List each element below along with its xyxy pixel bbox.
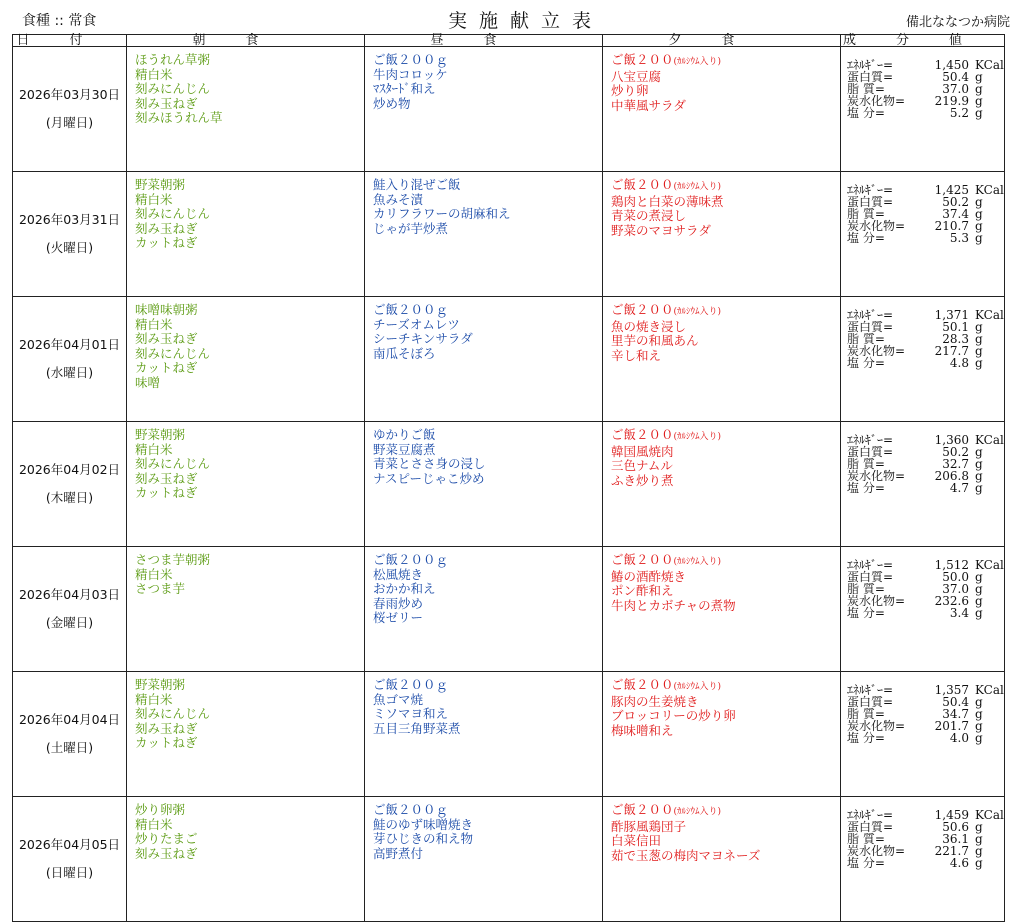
dinner-cell — [603, 422, 841, 547]
header-row — [13, 35, 1005, 47]
weekday-text: (金曜日) — [45, 615, 94, 630]
nutrient-label: 塩 分= — [847, 106, 885, 120]
nutrient-unit: g — [975, 820, 983, 834]
nutrient-value: 50.4 — [942, 695, 969, 709]
calcium-note: (ｶﾙｼｳﾑ入り) — [673, 432, 722, 442]
date-cell — [13, 297, 127, 422]
lunch-item: 南瓜そぼろ — [373, 345, 436, 361]
nutrient-label: 塩 分= — [847, 731, 885, 745]
lunch-item: チーズオムレツ — [373, 316, 460, 332]
lunch-cell — [365, 172, 603, 297]
dinner-cell — [603, 672, 841, 797]
date-text: 2026年04月05日 — [18, 836, 121, 852]
lunch-item: じゃが芋炒煮 — [373, 220, 449, 236]
breakfast-item: 刻みにんじん — [135, 81, 211, 96]
lunch-item: 芽ひじきの和え物 — [373, 831, 474, 846]
breakfast-item: 味噌 — [135, 374, 161, 390]
nutrient-value: 37.0 — [942, 582, 969, 596]
lunch-item: ミソマヨ和え — [373, 706, 449, 721]
date-cell — [13, 672, 127, 797]
nutrient-label: 塩 分= — [847, 606, 885, 620]
nutrient-value: 32.7 — [942, 457, 969, 471]
nutrient-value: 34.7 — [942, 707, 969, 721]
nutrient-label: 脂 質= — [847, 332, 885, 346]
nutrition-row — [847, 732, 1004, 744]
calcium-note: (ｶﾙｼｳﾑ入り) — [673, 57, 722, 67]
document-title: 実施献立表 — [448, 10, 604, 32]
nutrient-value: 37.4 — [942, 207, 969, 221]
lunch-item: カリフラワーの胡麻和え — [373, 206, 511, 221]
hospital-name: 備北ななつか病院 — [905, 15, 1010, 30]
nutrient-unit: g — [975, 219, 983, 233]
nutrient-value: 217.7 — [934, 344, 969, 358]
nutrient-value: 50.0 — [942, 570, 969, 584]
lunch-item: ご飯２００ｇ — [373, 802, 449, 817]
nutrient-unit: KCal — [975, 808, 1004, 822]
breakfast-item: 野菜朝粥 — [135, 427, 186, 442]
day-row — [13, 547, 1005, 672]
lunch-item: ご飯２００ｇ — [373, 52, 449, 67]
column-header-breakfast: 朝食 — [127, 35, 365, 47]
dinner-item: 辛し和え — [611, 347, 662, 363]
nutrient-unit: KCal — [975, 558, 1004, 572]
dinner-item: ポン酢和え — [611, 583, 674, 598]
breakfast-item: 精白米 — [135, 66, 173, 82]
lunch-cell — [365, 297, 603, 422]
nutrient-unit: g — [975, 594, 983, 608]
nutrient-value: 1,357 — [934, 683, 969, 697]
dinner-cell — [603, 297, 841, 422]
weekday-text: (月曜日) — [45, 115, 94, 130]
nutrient-label: ｴﾈﾙｷﾞｰ= — [847, 58, 894, 72]
column-header-dinner: 夕食 — [603, 35, 841, 47]
nutrient-unit: g — [975, 207, 983, 221]
nutrient-unit: g — [975, 469, 983, 483]
weekday-text: (水曜日) — [45, 365, 94, 380]
lunch-item: 松風焼き — [373, 566, 424, 582]
dinner-rice-label: ご飯２００ — [611, 427, 674, 442]
nutrient-unit: g — [975, 844, 983, 858]
breakfast-item: 精白米 — [135, 691, 173, 707]
breakfast-item: ほうれん草粥 — [135, 52, 211, 67]
lunch-item: 魚ゴマ焼 — [373, 691, 424, 707]
breakfast-item: 精白米 — [135, 441, 173, 457]
nutrient-value: 50.2 — [942, 445, 969, 459]
lunch-cell — [365, 47, 603, 172]
nutrient-unit: g — [975, 344, 983, 358]
breakfast-item: カットねぎ — [135, 485, 198, 500]
nutrient-label: 塩 分= — [847, 481, 885, 495]
nutrient-unit: g — [975, 731, 983, 745]
column-header-nutrition: 成分値 — [841, 35, 1005, 47]
weekday-text: (土曜日) — [45, 740, 94, 755]
lunch-item: ご飯２００ｇ — [373, 302, 449, 317]
weekday-text: (木曜日) — [45, 490, 94, 505]
lunch-item: シーチキンサラダ — [373, 331, 473, 346]
nutrient-label: ｴﾈﾙｷﾞｰ= — [847, 183, 894, 197]
nutrient-value: 28.3 — [942, 332, 969, 346]
breakfast-item: カットねぎ — [135, 235, 198, 250]
meal-type-label: 食種 :: 常食 — [22, 13, 97, 29]
nutrient-label: ｴﾈﾙｷﾞｰ= — [847, 683, 894, 697]
nutrition-cell — [841, 797, 1005, 922]
nutrient-unit: g — [975, 106, 983, 120]
nutrient-label: 塩 分= — [847, 856, 885, 870]
nutrient-value: 210.7 — [934, 219, 969, 233]
nutrient-label: 炭水化物= — [847, 719, 906, 733]
dinner-rice-label: ご飯２００ — [611, 552, 674, 567]
breakfast-cell — [127, 172, 365, 297]
nutrition-cell — [841, 297, 1005, 422]
lunch-cell — [365, 547, 603, 672]
nutrient-value: 3.4 — [949, 606, 969, 620]
date-cell — [13, 172, 127, 297]
dinner-item: 炒り卵 — [611, 83, 649, 98]
lunch-cell — [365, 422, 603, 547]
calcium-note: (ｶﾙｼｳﾑ入り) — [673, 682, 722, 692]
nutrient-label: 炭水化物= — [847, 594, 906, 608]
nutrient-label: 炭水化物= — [847, 469, 906, 483]
nutrition-row — [847, 482, 1004, 494]
dinner-rice-label: ご飯２００ — [611, 802, 674, 817]
breakfast-item: 炒り卵粥 — [135, 802, 186, 817]
nutrient-value: 201.7 — [934, 719, 969, 733]
lunch-item: 桜ゼリー — [373, 610, 424, 625]
nutrient-unit: g — [975, 195, 983, 209]
nutrient-label: 炭水化物= — [847, 844, 906, 858]
dinner-item: 中華風サラダ — [611, 97, 686, 113]
nutrient-unit: g — [975, 582, 983, 596]
day-row — [13, 797, 1005, 922]
calcium-note: (ｶﾙｼｳﾑ入り) — [673, 807, 722, 817]
dinner-rice-item — [611, 678, 840, 695]
nutrition-cell — [841, 547, 1005, 672]
nutrient-value: 219.9 — [934, 94, 969, 108]
lunch-cell — [365, 797, 603, 922]
breakfast-item: 炒りたまご — [135, 831, 198, 846]
nutrient-unit: g — [975, 94, 983, 108]
lunch-item: 牛肉コロッケ — [373, 66, 448, 82]
nutrient-value: 232.6 — [934, 594, 969, 608]
dinner-rice-label: ご飯２００ — [611, 677, 674, 692]
dinner-item: 酢豚風鶏団子 — [611, 818, 687, 834]
breakfast-item: 刻み玉ねぎ — [135, 845, 198, 861]
day-row — [13, 47, 1005, 172]
nutrient-unit: KCal — [975, 183, 1004, 197]
lunch-item: 鮭入り混ぜご飯 — [373, 177, 461, 192]
nutrient-label: 塩 分= — [847, 356, 885, 370]
weekday-text: (日曜日) — [45, 865, 94, 880]
nutrient-unit: g — [975, 707, 983, 721]
breakfast-item: 精白米 — [135, 566, 173, 582]
calcium-note: (ｶﾙｼｳﾑ入り) — [673, 557, 722, 567]
date-text: 2026年03月31日 — [18, 211, 121, 227]
nutrient-unit: g — [975, 356, 983, 370]
dinner-item: 茹で玉葱の梅肉マヨネーズ — [611, 847, 761, 863]
lunch-item: 春雨炒め — [373, 595, 424, 611]
nutrient-value: 221.7 — [934, 844, 969, 858]
nutrient-label: 炭水化物= — [847, 344, 906, 358]
dinner-item: 魚の焼き浸し — [611, 318, 687, 334]
nutrient-value: 5.3 — [949, 231, 969, 245]
breakfast-item: 刻みにんじん — [135, 345, 211, 361]
dinner-item: 野菜のマヨサラダ — [611, 222, 711, 238]
nutrient-unit: g — [975, 695, 983, 709]
breakfast-item: 刻みほうれん草 — [135, 110, 223, 125]
weekday-text: (火曜日) — [45, 240, 94, 255]
nutrient-label: 塩 分= — [847, 231, 885, 245]
nutrient-value: 36.1 — [942, 832, 969, 846]
nutrition-row — [847, 107, 1004, 119]
nutrient-label: ｴﾈﾙｷﾞｰ= — [847, 433, 894, 447]
nutrient-unit: g — [975, 320, 983, 334]
breakfast-item: 刻みにんじん — [135, 206, 211, 221]
breakfast-item: 刻み玉ねぎ — [135, 331, 198, 346]
dinner-cell — [603, 547, 841, 672]
lunch-item: 炒め物 — [373, 95, 411, 111]
dinner-rice-label: ご飯２００ — [611, 302, 674, 317]
nutrient-unit: KCal — [975, 433, 1004, 447]
nutrient-unit: g — [975, 856, 983, 870]
nutrient-unit: g — [975, 82, 983, 96]
date-text: 2026年03月30日 — [18, 86, 121, 102]
column-header-date: 日付 — [13, 35, 127, 47]
menu-body — [13, 47, 1005, 922]
nutrient-unit: g — [975, 570, 983, 584]
lunch-item: 鮭のゆず味噌焼き — [373, 816, 474, 832]
breakfast-item: カットねぎ — [135, 360, 198, 375]
breakfast-item: 野菜朝粥 — [135, 677, 186, 692]
breakfast-item: 刻み玉ねぎ — [135, 720, 198, 736]
nutrient-label: 脂 質= — [847, 582, 885, 596]
breakfast-item: 刻みにんじん — [135, 456, 211, 471]
nutrient-label: 蛋白質= — [847, 820, 894, 834]
nutrition-row — [847, 357, 1004, 369]
menu-table — [12, 34, 1005, 922]
breakfast-item: さつま芋 — [135, 581, 186, 596]
nutrient-value: 1,360 — [934, 433, 969, 447]
dinner-item: 韓国風焼肉 — [611, 443, 674, 459]
lunch-cell — [365, 672, 603, 797]
nutrient-label: 蛋白質= — [847, 695, 894, 709]
nutrient-value: 1,425 — [934, 183, 969, 197]
breakfast-cell — [127, 547, 365, 672]
nutrient-label: 蛋白質= — [847, 570, 894, 584]
nutrient-label: 蛋白質= — [847, 445, 894, 459]
lunch-item: ご飯２００ｇ — [373, 677, 449, 692]
dinner-item: 里芋の和風あん — [611, 333, 699, 348]
date-cell — [13, 47, 127, 172]
breakfast-item: カットねぎ — [135, 735, 198, 750]
lunch-item: ナスピーじゃこ炒め — [373, 470, 485, 486]
nutrient-value: 4.8 — [949, 356, 969, 370]
nutrient-label: 炭水化物= — [847, 219, 906, 233]
nutrient-unit: g — [975, 332, 983, 346]
lunch-item: 野菜豆腐煮 — [373, 441, 436, 457]
nutrient-unit: g — [975, 719, 983, 733]
dinner-rice-item — [611, 178, 840, 195]
nutrient-label: 脂 質= — [847, 457, 885, 471]
nutrient-unit: KCal — [975, 683, 1004, 697]
date-text: 2026年04月01日 — [18, 336, 121, 352]
dinner-item: 牛肉とカボチャの煮物 — [611, 597, 736, 613]
dinner-item: 梅味噌和え — [611, 722, 674, 738]
nutrient-unit: g — [975, 231, 983, 245]
breakfast-item: 刻み玉ねぎ — [135, 470, 198, 486]
nutrient-unit: KCal — [975, 58, 1004, 72]
nutrient-unit: g — [975, 832, 983, 846]
lunch-item: 青菜とささ身の浸し — [373, 456, 486, 471]
nutrient-label: 蛋白質= — [847, 195, 894, 209]
nutrient-label: 脂 質= — [847, 82, 885, 96]
nutrient-label: 蛋白質= — [847, 320, 894, 334]
nutrient-label: 蛋白質= — [847, 70, 894, 84]
nutrient-unit: g — [975, 70, 983, 84]
dinner-rice-item — [611, 303, 840, 320]
breakfast-item: 刻みにんじん — [135, 706, 211, 721]
dinner-item: 白菜信田 — [611, 833, 662, 848]
nutrient-label: ｴﾈﾙｷﾞｰ= — [847, 558, 894, 572]
lunch-item: おかか和え — [373, 581, 436, 596]
dinner-item: ふき炒り煮 — [611, 472, 674, 488]
dinner-rice-item — [611, 428, 840, 445]
day-row — [13, 422, 1005, 547]
nutrient-label: ｴﾈﾙｷﾞｰ= — [847, 808, 894, 822]
dinner-cell — [603, 797, 841, 922]
nutrient-value: 4.0 — [949, 731, 969, 745]
breakfast-item: さつま芋朝粥 — [135, 552, 211, 567]
lunch-item: 魚みそ漬 — [373, 191, 424, 207]
calcium-note: (ｶﾙｼｳﾑ入り) — [673, 307, 722, 317]
date-text: 2026年04月02日 — [18, 461, 121, 477]
nutrient-unit: g — [975, 457, 983, 471]
nutrient-value: 50.2 — [942, 195, 969, 209]
lunch-item: 五目三角野菜煮 — [373, 720, 461, 736]
breakfast-cell — [127, 297, 365, 422]
dinner-item: 鶏肉と白菜の薄味煮 — [611, 193, 724, 209]
dinner-item: 八宝豆腐 — [611, 68, 662, 84]
lunch-item: ゆかりご飯 — [373, 427, 436, 442]
dinner-rice-item — [611, 553, 840, 570]
nutrient-unit: g — [975, 481, 983, 495]
nutrient-label: 炭水化物= — [847, 94, 906, 108]
date-cell — [13, 422, 127, 547]
nutrient-unit: g — [975, 445, 983, 459]
breakfast-cell — [127, 47, 365, 172]
dinner-item: 三色ナムル — [611, 458, 673, 473]
dinner-rice-label: ご飯２００ — [611, 52, 674, 67]
nutrition-row — [847, 857, 1004, 869]
nutrient-value: 37.0 — [942, 82, 969, 96]
column-header-lunch: 昼食 — [365, 35, 603, 47]
lunch-item: 高野煮付 — [373, 845, 424, 861]
nutrient-value: 1,512 — [934, 558, 969, 572]
dinner-item: ブロッコリーの炒り卵 — [611, 708, 736, 723]
dinner-item: 鰆の酒酢焼き — [611, 568, 687, 584]
day-row — [13, 672, 1005, 797]
dinner-rice-item — [611, 803, 840, 820]
breakfast-item: 野菜朝粥 — [135, 177, 186, 192]
breakfast-item: 精白米 — [135, 191, 173, 207]
nutrient-value: 4.7 — [949, 481, 969, 495]
nutrient-value: 50.4 — [942, 70, 969, 84]
nutrient-value: 50.1 — [942, 320, 969, 334]
nutrient-value: 4.6 — [949, 856, 969, 870]
nutrient-value: 1,459 — [934, 808, 969, 822]
nutrient-unit: KCal — [975, 308, 1004, 322]
breakfast-cell — [127, 797, 365, 922]
dinner-cell — [603, 47, 841, 172]
dinner-cell — [603, 172, 841, 297]
nutrient-label: 脂 質= — [847, 207, 885, 221]
nutrient-value: 50.6 — [942, 820, 969, 834]
nutrient-value: 5.2 — [949, 106, 969, 120]
breakfast-item: 刻み玉ねぎ — [135, 95, 198, 111]
nutrient-value: 206.8 — [934, 469, 969, 483]
nutrient-label: ｴﾈﾙｷﾞｰ= — [847, 308, 894, 322]
breakfast-item: 精白米 — [135, 316, 173, 332]
date-cell — [13, 797, 127, 922]
nutrition-row — [847, 232, 1004, 244]
date-text: 2026年04月03日 — [18, 586, 121, 602]
day-row — [13, 297, 1005, 422]
dinner-rice-item — [611, 53, 840, 70]
breakfast-item: 刻み玉ねぎ — [135, 220, 198, 236]
nutrient-label: 脂 質= — [847, 832, 885, 846]
nutrition-cell — [841, 422, 1005, 547]
dinner-rice-label: ご飯２００ — [611, 177, 674, 192]
nutrient-value: 1,371 — [934, 308, 969, 322]
nutrition-cell — [841, 672, 1005, 797]
nutrition-row — [847, 607, 1004, 619]
lunch-item: ご飯２００ｇ — [373, 552, 449, 567]
breakfast-cell — [127, 422, 365, 547]
date-cell — [13, 547, 127, 672]
nutrient-label: 脂 質= — [847, 707, 885, 721]
lunch-item: ﾏｽﾀｰﾄﾞ和え — [373, 81, 436, 96]
nutrient-value: 1,450 — [934, 58, 969, 72]
dinner-item: 青菜の煮浸し — [611, 208, 687, 223]
nutrient-unit: g — [975, 606, 983, 620]
calcium-note: (ｶﾙｼｳﾑ入り) — [673, 182, 722, 192]
dinner-item: 豚肉の生姜焼き — [611, 693, 699, 709]
nutrition-cell — [841, 47, 1005, 172]
breakfast-cell — [127, 672, 365, 797]
nutrition-cell — [841, 172, 1005, 297]
day-row — [13, 172, 1005, 297]
breakfast-item: 精白米 — [135, 816, 173, 832]
breakfast-item: 味噌味朝粥 — [135, 302, 198, 317]
date-text: 2026年04月04日 — [18, 711, 121, 727]
